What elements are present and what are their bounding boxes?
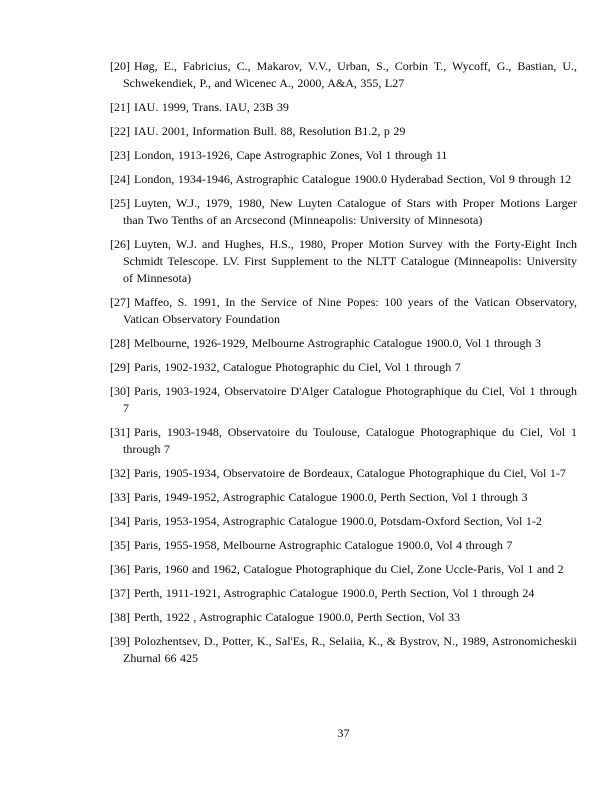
- reference-label: [28]: [110, 336, 130, 350]
- reference-item: [110, 383, 577, 417]
- reference-label: [22]: [110, 124, 130, 138]
- reference-item: [110, 58, 577, 92]
- reference-label: [38]: [110, 610, 130, 624]
- reference-text: Luyten, W.J. and Hughes, H.S., 1980, Proper Motion Survey with the Forty-Eight Inch Schmidt Telescope. LV. First Supplement to the NLTT Catalogue (Minneapolis: University of Minnesota): [123, 237, 577, 285]
- reference-label: [23]: [110, 148, 130, 162]
- reference-text: Paris, 1905-1934, Observatoire de Bordeaux, Catalogue Photographique du Ciel, Vol 1-7: [134, 466, 566, 480]
- reference-text: Høg, E., Fabricius, C., Makarov, V.V., Urban, S., Corbin T., Wycoff, G., Bastian, U., Schwekendiek, P., and Wicenec A., 2000, A&A, 355, L27: [123, 59, 577, 90]
- reference-text: Melbourne, 1926-1929, Melbourne Astrographic Catalogue 1900.0, Vol 1 through 3: [134, 336, 542, 350]
- reference-item: [110, 513, 577, 530]
- reference-item: [110, 147, 577, 164]
- reference-item: [110, 633, 577, 667]
- reference-label: [26]: [110, 237, 130, 251]
- reference-item: [110, 489, 577, 506]
- reference-item: [110, 123, 577, 140]
- reference-text: Paris, 1903-1948, Observatoire du Toulouse, Catalogue Photographique du Ciel, Vol 1 through 7: [123, 425, 577, 456]
- reference-label: [37]: [110, 586, 130, 600]
- reference-list: [110, 58, 577, 674]
- reference-item: [110, 195, 577, 229]
- reference-text: Paris, 1902-1932, Catalogue Photographic du Ciel, Vol 1 through 7: [134, 360, 461, 374]
- reference-label: [31]: [110, 425, 130, 439]
- reference-text: Perth, 1911-1921, Astrographic Catalogue 1900.0, Perth Section, Vol 1 through 24: [134, 586, 535, 600]
- page-number: 37: [337, 726, 350, 740]
- reference-item: [110, 561, 577, 578]
- reference-text: Perth, 1922 , Astrographic Catalogue 1900.0, Perth Section, Vol 33: [134, 610, 461, 624]
- reference-text: Maffeo, S. 1991, In the Service of Nine Popes: 100 years of the Vatican Observatory, Vatican Observatory Foundation: [123, 295, 577, 326]
- reference-label: [21]: [110, 100, 130, 114]
- reference-label: [33]: [110, 490, 130, 504]
- reference-label: [29]: [110, 360, 130, 374]
- reference-label: [39]: [110, 634, 130, 648]
- reference-text: Paris, 1955-1958, Melbourne Astrographic Catalogue 1900.0, Vol 4 through 7: [134, 538, 513, 552]
- reference-item: [110, 609, 577, 626]
- reference-item: [110, 424, 577, 458]
- reference-label: [27]: [110, 295, 130, 309]
- reference-item: [110, 585, 577, 602]
- reference-item: [110, 171, 577, 188]
- reference-item: [110, 236, 577, 287]
- reference-label: [20]: [110, 59, 130, 73]
- reference-item: [110, 359, 577, 376]
- reference-text: IAU. 1999, Trans. IAU, 23B 39: [134, 100, 289, 114]
- reference-label: [32]: [110, 466, 130, 480]
- reference-item: [110, 99, 577, 116]
- reference-label: [30]: [110, 384, 130, 398]
- reference-text: IAU. 2001, Information Bull. 88, Resolution B1.2, p 29: [134, 124, 406, 138]
- reference-text: Polozhentsev, D., Potter, K., Sal'Es, R., Selaiia, K., & Bystrov, N., 1989, Astronomicheskii Zhurnal 66 425: [123, 634, 577, 665]
- reference-text: Paris, 1949-1952, Astrographic Catalogue 1900.0, Perth Section, Vol 1 through 3: [134, 490, 528, 504]
- reference-text: Paris, 1903-1924, Observatoire D'Alger Catalogue Photographique du Ciel, Vol 1 through 7: [123, 384, 577, 415]
- reference-label: [25]: [110, 196, 130, 210]
- reference-label: [34]: [110, 514, 130, 528]
- reference-text: Luyten, W.J., 1979, 1980, New Luyten Catalogue of Stars with Proper Motions Larger than Two Tenths of an Arcsecond (Minneapolis: University of Minnesota): [123, 196, 577, 227]
- reference-text: Paris, 1960 and 1962, Catalogue Photographique du Ciel, Zone Uccle-Paris, Vol 1 and 2: [134, 562, 564, 576]
- reference-label: [36]: [110, 562, 130, 576]
- reference-item: [110, 335, 577, 352]
- reference-item: [110, 537, 577, 554]
- reference-text: Paris, 1953-1954, Astrographic Catalogue 1900.0, Potsdam-Oxford Section, Vol 1-2: [134, 514, 542, 528]
- reference-label: [35]: [110, 538, 130, 552]
- reference-text: London, 1913-1926, Cape Astrographic Zones, Vol 1 through 11: [134, 148, 448, 162]
- reference-item: [110, 294, 577, 328]
- reference-item: [110, 465, 577, 482]
- reference-text: London, 1934-1946, Astrographic Catalogue 1900.0 Hyderabad Section, Vol 9 through 12: [134, 172, 572, 186]
- reference-label: [24]: [110, 172, 130, 186]
